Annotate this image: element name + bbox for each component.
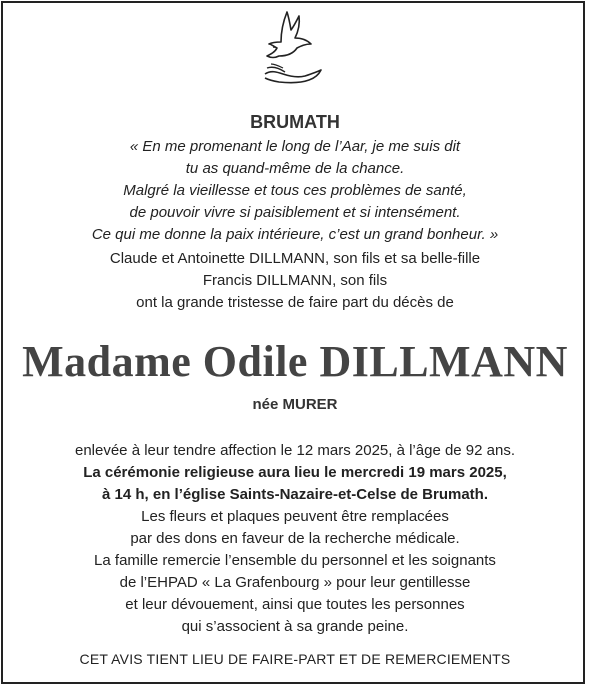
closing-line: de l’EHPAD « La Grafenbourg » pour leur gentillesse	[119, 574, 471, 591]
death-line: enlevée à leur tendre affection le 12 mars 2025, à l’âge de 92 ans.	[74, 442, 516, 459]
maiden-name: née MURER	[252, 396, 338, 413]
dove-and-hands-icon	[257, 8, 327, 88]
ceremony-line: à 14 h, en l’église Saints-Nazaire-et-Celse de Brumath.	[102, 486, 488, 503]
quote-line: Ce qui me donne la paix intérieure, c’est un grand bonheur. »	[91, 226, 499, 243]
closing-line: et leur dévouement, ainsi que toutes les personnes	[125, 596, 465, 613]
quote-line: « En me promenant le long de l’Aar, je me suis dit	[129, 138, 461, 155]
quote-line: tu as quand-même de la chance.	[185, 160, 405, 177]
closing-line: La famille remercie l’ensemble du personnel et les soignants	[94, 552, 496, 569]
closing-line: par des dons en faveur de la recherche médicale.	[130, 530, 460, 547]
family-line: ont la grande tristesse de faire part du décès de	[136, 294, 454, 311]
ceremony-line: La cérémonie religieuse aura lieu le mercredi 19 mars 2025,	[83, 464, 507, 481]
quote-line: de pouvoir vivre si paisiblement et si intensément.	[129, 204, 461, 221]
closing-line: Les fleurs et plaques peuvent être remplacées	[141, 508, 449, 525]
family-line: Claude et Antoinette DILLMANN, son fils et sa belle-fille	[109, 250, 481, 267]
deceased-name: Madame Odile DILLMANN	[22, 337, 568, 386]
quote-line: Malgré la vieillesse et tous ces problèmes de santé,	[123, 182, 467, 199]
closing-line: qui s’associent à sa grande peine.	[181, 618, 409, 635]
footer-notice: CET AVIS TIENT LIEU DE FAIRE-PART ET DE REMERCIEMENTS	[79, 651, 511, 667]
details-block	[0, 440, 590, 638]
quote-block	[0, 136, 590, 246]
town-heading: BRUMATH	[250, 112, 340, 132]
family-line: Francis DILLMANN, son fils	[202, 272, 388, 289]
family-block	[0, 248, 590, 314]
